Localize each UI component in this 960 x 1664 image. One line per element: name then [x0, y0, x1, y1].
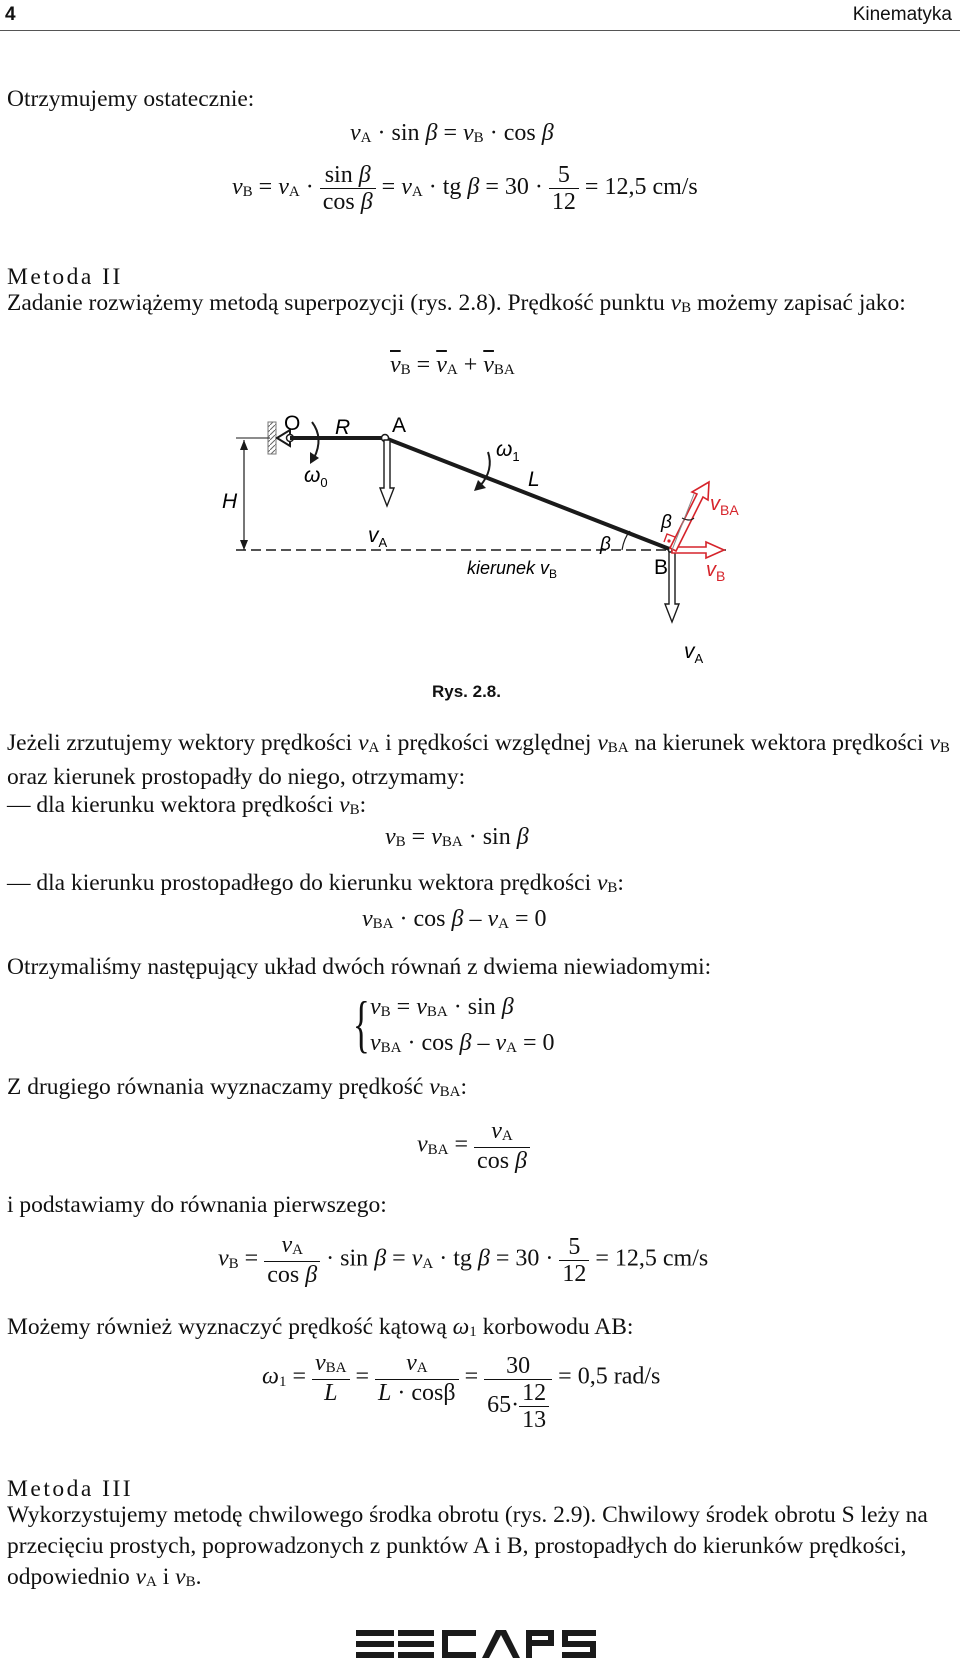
metoda-iii-paragraph: Wykorzystujemy metodę chwilowego środka obrotu (rys. 2.9). Chwilowy środek obrotu S leży na przecięciu prostych, poprowadzonych z punktów A i B, prostopadłych do kierunków prędkości, odpowiednio vA i vB.	[7, 1502, 928, 1590]
metoda-iii-heading: Metoda III	[7, 1476, 134, 1502]
label-direction: kierunek $v_B$	[467, 558, 558, 581]
angular-velocity-text: Możemy również wyznaczyć prędkość kątową ω1 korbowodu AB:	[7, 1314, 634, 1340]
label-omega0: $\omega_0$	[304, 464, 328, 490]
label-va-bottom: $v_A$	[684, 640, 704, 666]
system-intro: Otrzymaliśmy następujący układ dwóch równań z dwiema niewiadomymi:	[7, 954, 712, 980]
label-o: O	[284, 412, 301, 435]
projection-paragraph: Jeżeli zrzutujemy wektory prędkości vA i prędkości względnej vBA na kierunek wektora prędkości vB oraz kierunek prostopadły do niego, otrzymamy:	[7, 730, 950, 790]
label-b: B	[654, 556, 669, 579]
label-a: A	[392, 414, 407, 437]
equation-projection-2: vBA · cos β – vA = 0	[362, 906, 547, 932]
equation-vba: vBA = $\frac{vA}{\text{cos β}}$	[417, 1118, 530, 1174]
label-va-top: $v_A$	[368, 524, 388, 550]
label-beta-bottom: β	[600, 534, 611, 555]
figure-caption: Rys. 2.8.	[432, 682, 501, 701]
equation-2: vB = vA · $\frac{\text{sin β}}{\text{cos β}}$ = vA · tg β = 30 · $\frac{5}{12}$ = 12,5 cm/s	[232, 162, 698, 215]
metoda-ii-paragraph: Zadanie rozwiążemy metodą superpozycji (rys. 2.8). Prędkość punktu vB możemy zapisać jako:	[7, 290, 906, 316]
page-number: 4	[5, 4, 16, 25]
system-brace: {	[352, 988, 370, 1059]
mechanism-figure	[0, 400, 960, 670]
system-equation-2: vBA · cos β – vA = 0	[370, 1030, 555, 1056]
vector-equation: $\overline{v}B = \overline{v}A + \overline{v}BA$	[390, 352, 515, 378]
label-l: L	[528, 468, 540, 491]
label-vb: $v_B$	[706, 559, 726, 584]
projection-item-1: — dla kierunku wektora prędkości vB:	[7, 792, 367, 818]
equation-vb-final: vB = $\frac{vA}{\text{cos β}}$ · sin β = vA · tg β = 30 · $\frac{5}{12}$ = 12,5 cm/s	[218, 1232, 709, 1288]
equation-projection-1: vB = vBA · sin β	[385, 824, 529, 850]
label-h: H	[222, 490, 238, 513]
omega1-arc	[480, 452, 490, 486]
equation-1: vA · sin β = vB · cos β	[350, 120, 554, 146]
label-vba: $v_{BA}$	[710, 493, 739, 518]
svg-text:EECAPS: EECAPS	[356, 1626, 361, 1627]
system-equation-1: vB = vBA · sin β	[370, 994, 514, 1020]
header-rule	[0, 30, 960, 31]
label-omega1: $\omega_1$	[496, 438, 520, 464]
label-beta-top: β	[661, 512, 672, 533]
second-equation-text: Z drugiego równania wyznaczamy prędkość vBA:	[7, 1074, 467, 1100]
section-title: Kinematyka	[852, 4, 952, 25]
projection-item-2: — dla kierunku prostopadłego do kierunku wektora prędkości vB:	[7, 870, 624, 896]
intro-text: Otrzymujemy ostatecznie:	[7, 86, 255, 112]
eecaps-logo	[356, 1626, 606, 1662]
label-r: R	[335, 416, 351, 439]
metoda-ii-heading: Metoda II	[7, 264, 123, 290]
equation-omega1: ω1 = $\frac{\text{vBA}}{L}$ = $\frac{vA}{L \cdot \cos\beta}$ = 30 65· $\frac{12}{13}$ = 0,5 rad/s	[262, 1350, 661, 1433]
substitute-text: i podstawiamy do równania pierwszego:	[7, 1192, 387, 1218]
va-arrow-a	[380, 440, 394, 506]
